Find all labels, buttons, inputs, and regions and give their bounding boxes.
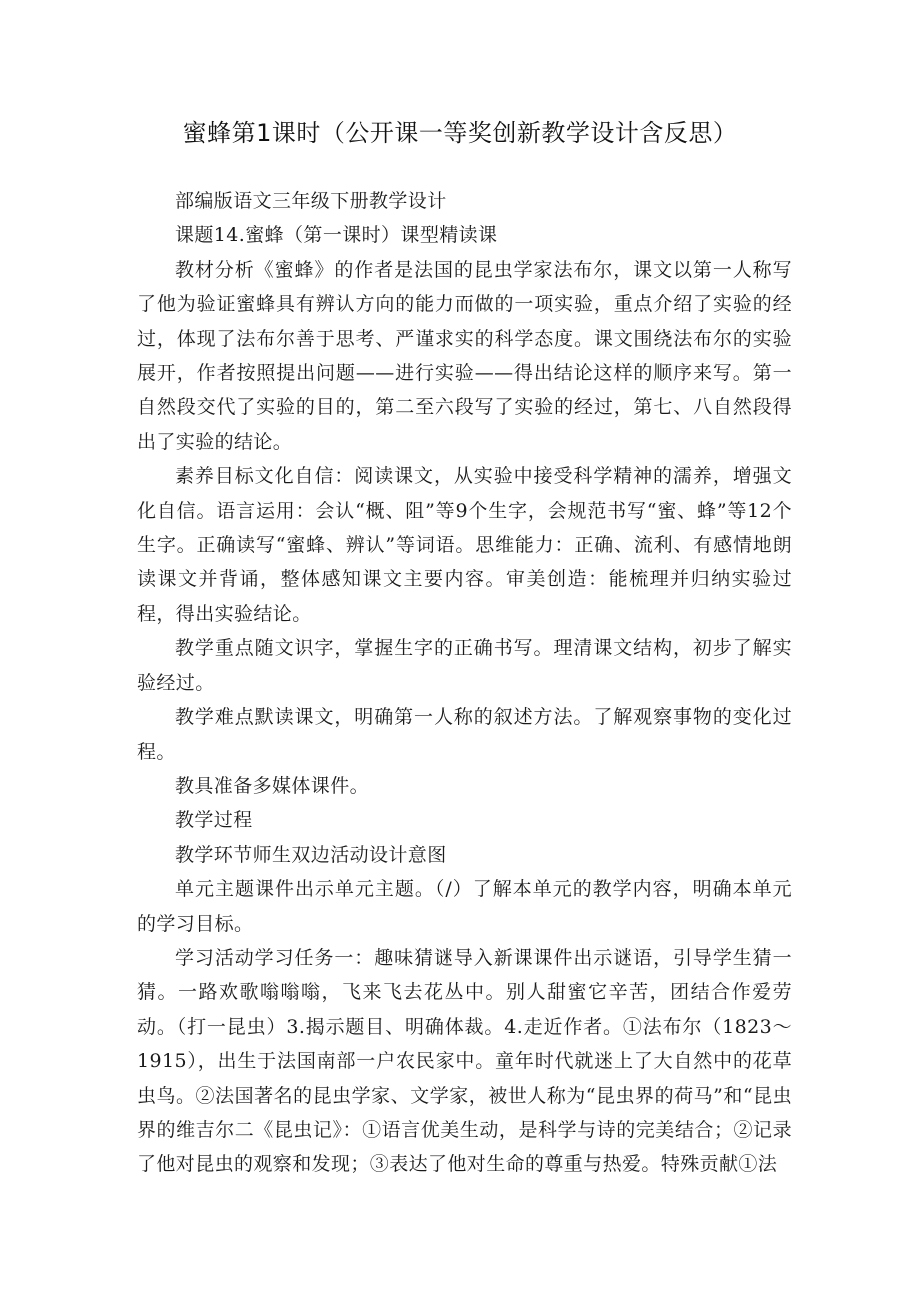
paragraph-key-points: 教学重点随文识字，掌握生字的正确书写。理清课文结构，初步了解实验经过。 — [137, 637, 792, 694]
paragraph-difficulties: 教学难点默读课文，明确第一人称的叙述方法。了解观察事物的变化过程。 — [137, 706, 792, 763]
paragraph-teaching-process: 教学过程 — [175, 809, 253, 832]
paragraph-learning-activity: 学习活动学习任务一：趣味猜谜导入新课课件出示谜语，引导学生猜一猜。一路欢歌嗡嗡嗡，飞来飞去花丛中。别人甜蜜它辛苦，团结合作爱劳动。（打一昆虫）3.揭示题目、明确体裁。4.走近作者。①法布尔（1823～1915），出生于法国南部一户农民家中。童年时代就迷上了大自然中的花草虫鸟。②法国著名的昆虫学家、文学家，被世人称为“昆虫界的荷马”和“昆虫界的维吉尔二《昆虫记》：①语言优美生动，是科学与诗的完美结合；②记录了他对昆虫的观察和发现；③表达了他对生命的尊重与热爱。特殊贡献①法 — [137, 946, 792, 1176]
paragraph-teaching-aids: 教具准备多媒体课件。 — [175, 774, 370, 797]
paragraph-process-header: 教学环节师生双边活动设计意图 — [175, 843, 447, 866]
paragraph-material-analysis: 教材分析《蜜蜂》的作者是法国的昆虫学家法布尔，课文以第一人称写了他为验证蜜蜂具有辨认方向的能力而做的一项实验，重点介绍了实验的经过，体现了法布尔善于思考、严谨求实的科学态度。课文围绕法布尔的实验展开，作者按照提出问题——进行实验——得出结论这样的顺序来写。第一自然段交代了实验的目的，第二至六段写了实验的经过，第七、八自然段得出了实验的结论。 — [137, 258, 792, 453]
paragraph-edition: 部编版语文三年级下册教学设计 — [175, 190, 447, 212]
paragraph-lesson-topic: 课题14.蜜蜂（第一课时）课型精读课 — [175, 224, 498, 247]
document-title: 蜜蜂第1课时（公开课一等奖创新教学设计含反思） — [182, 119, 738, 147]
document-body — [137, 184, 792, 1182]
paragraph-unit-theme: 单元主题课件出示单元主题。（/）了解本单元的教学内容，明确本单元的学习目标。 — [137, 878, 792, 935]
paragraph-literacy-goals: 素养目标文化自信：阅读课文，从实验中接受科学精神的濡养，增强文化自信。语言运用：会认“概、阻”等9个生字，会规范书写“蜜、蜂”等12个生字。正确读写“蜜蜂、辨认”等词语。思维能力：正确、流利、有感情地朗读课文并背诵，整体感知课文主要内容。审美创造：能梳理并归纳实验过程，得出实验结论。 — [137, 465, 792, 625]
